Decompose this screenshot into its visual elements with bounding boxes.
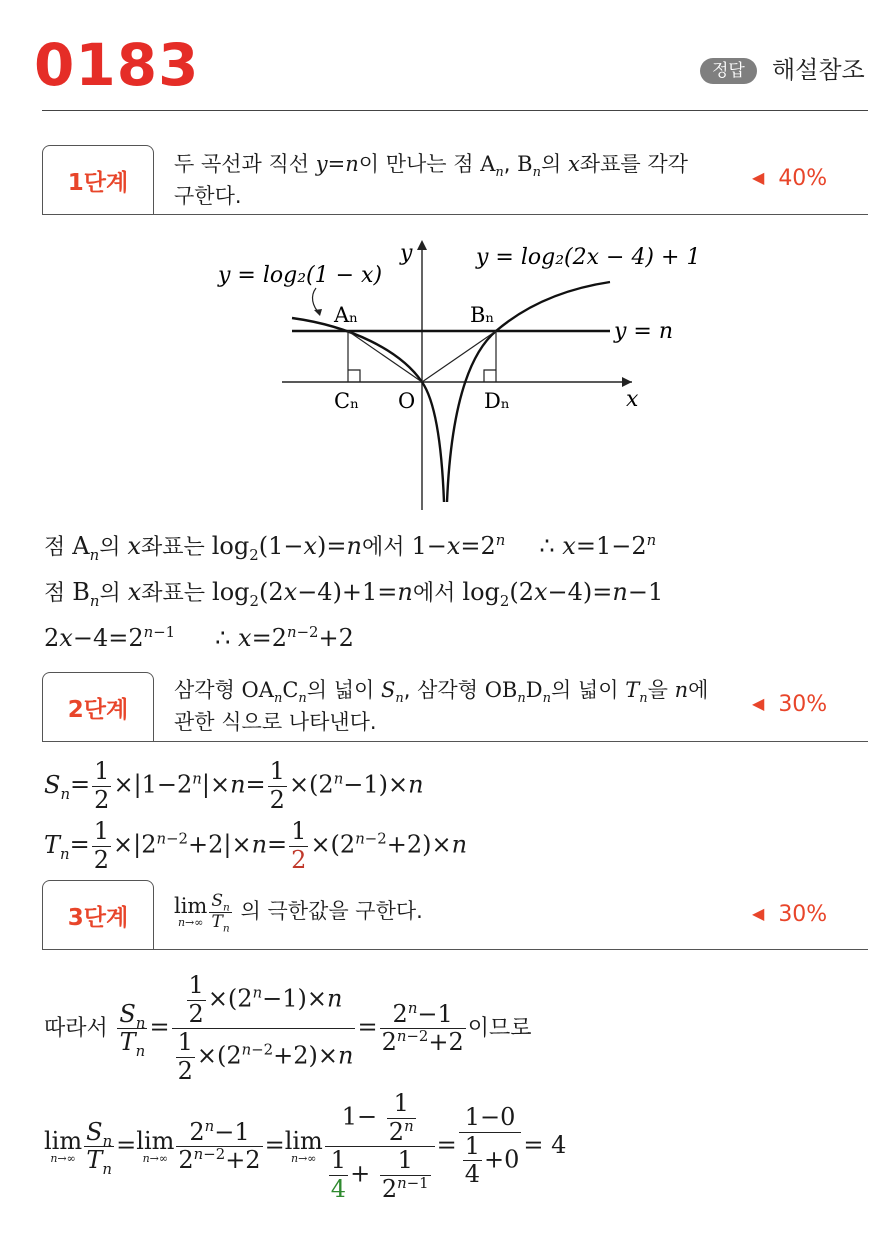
curve-log-1-x [292, 318, 444, 502]
segment-AO [348, 331, 422, 382]
origin-label: O [398, 389, 416, 413]
step-3-percent: ◀ 30% [752, 902, 828, 927]
problem-number: 0183 [34, 31, 200, 99]
equation-t: $T_n=$ $\frac{1}{2}$ $\times|2^{n-2}+2|\times n=$ $\frac{1}{2}$ $\times(2^{n-2}+2)\times n$ [44, 817, 468, 874]
step-1-desc: 두 곡선과 직선 y=n이 만나는 점 $A_n$, $B_n$의 x좌표를 각각 구한다. [174, 152, 688, 208]
step-1-rule [42, 214, 868, 215]
step-3-label: 3단계 [42, 880, 154, 950]
step-2-rule [42, 741, 868, 742]
segment-BO [422, 331, 496, 382]
equation-limit: lim n→∞ $\frac{S_n}{T_n}$ =lim n→∞ $\frac{2^n-1}{2^{n-2}+2}$ =lim n→∞ 1− $\frac{1}{2^n}$ $\frac{1}{4}$ + $\frac{1}{2^{n-1}}$ = 1−0 $\frac{1}{4}$ +0 = 4 [44, 1089, 567, 1203]
step-2-percent: ◀ 30% [752, 692, 828, 717]
triangle-left-icon: ◀ [752, 168, 765, 187]
step-2-desc: 삼각형 $OA_nC_n$의 넓이 $S_n$, 삼각형 $OB_nD_n$의 넓이 $T_n$을 n에 관한 식으로 나타낸다. [174, 678, 709, 734]
triangle-left-icon: ◀ [752, 904, 765, 923]
line-label: y = n [614, 319, 674, 344]
equation-ratio: 따라서 $\frac{S_n}{T_n}$ = $\frac{1}{2}$ $\times(2^n-1)\times n$ $\frac{1}{2}$ $\times(2^{n-2}+2)\times n$ = $\frac{2^n-1}{2^{n-2}+2}$ 이므로 [44, 971, 532, 1085]
answer-badge: 정답 [700, 58, 757, 84]
step-1-label: 1단계 [42, 145, 154, 215]
point-A-label: Aₙ [334, 303, 359, 327]
solution-line-b: 점 $B_n$의 x좌표는 $\log_2(2x-4)+1=n$에서 $\log_2(2x-4)=n-1$ [44, 578, 664, 610]
step-3-desc: lim n→∞ $\frac{S_n}{T_n}$ 의 극한값을 구한다. [174, 891, 423, 934]
header-rule [42, 110, 868, 111]
graph-figure [200, 230, 720, 520]
solution-line-a: 점 $A_n$의 x좌표는 $\log_2(1-x)=n$에서 $1-x=2^n$ ∴ $x=1-2^n$ [44, 531, 657, 564]
point-B-label: Bₙ [470, 303, 495, 327]
y-axis-label: y [400, 241, 413, 266]
equation-s: $S_n=$ $\frac{1}{2}$ $\times|1-2^n|\times n=$ $\frac{1}{2}$ $\times(2^n-1)\times n$ [44, 757, 424, 814]
curve-2-label: y = log₂(2x − 4) + 1 [476, 245, 701, 270]
curve-1-label: y = log₂(1 − x) [218, 263, 383, 288]
step-1-percent: ◀ 40% [752, 166, 828, 191]
x-axis-label: x [626, 387, 639, 412]
step-3-rule [42, 949, 868, 950]
triangle-left-icon: ◀ [752, 694, 765, 713]
answer-reference: 해설참조 [772, 56, 865, 84]
solution-line-b2: $2x-4=2^{n-1}$ ∴ $x=2^{n-2}+2$ [44, 623, 354, 652]
point-D-label: Dₙ [484, 389, 510, 413]
point-C-label: Cₙ [334, 389, 360, 413]
step-2-label: 2단계 [42, 672, 154, 742]
right-angle-C [348, 370, 360, 382]
right-angle-D [484, 370, 496, 382]
y-axis-arrow [417, 240, 427, 250]
x-axis-arrow [622, 377, 632, 387]
